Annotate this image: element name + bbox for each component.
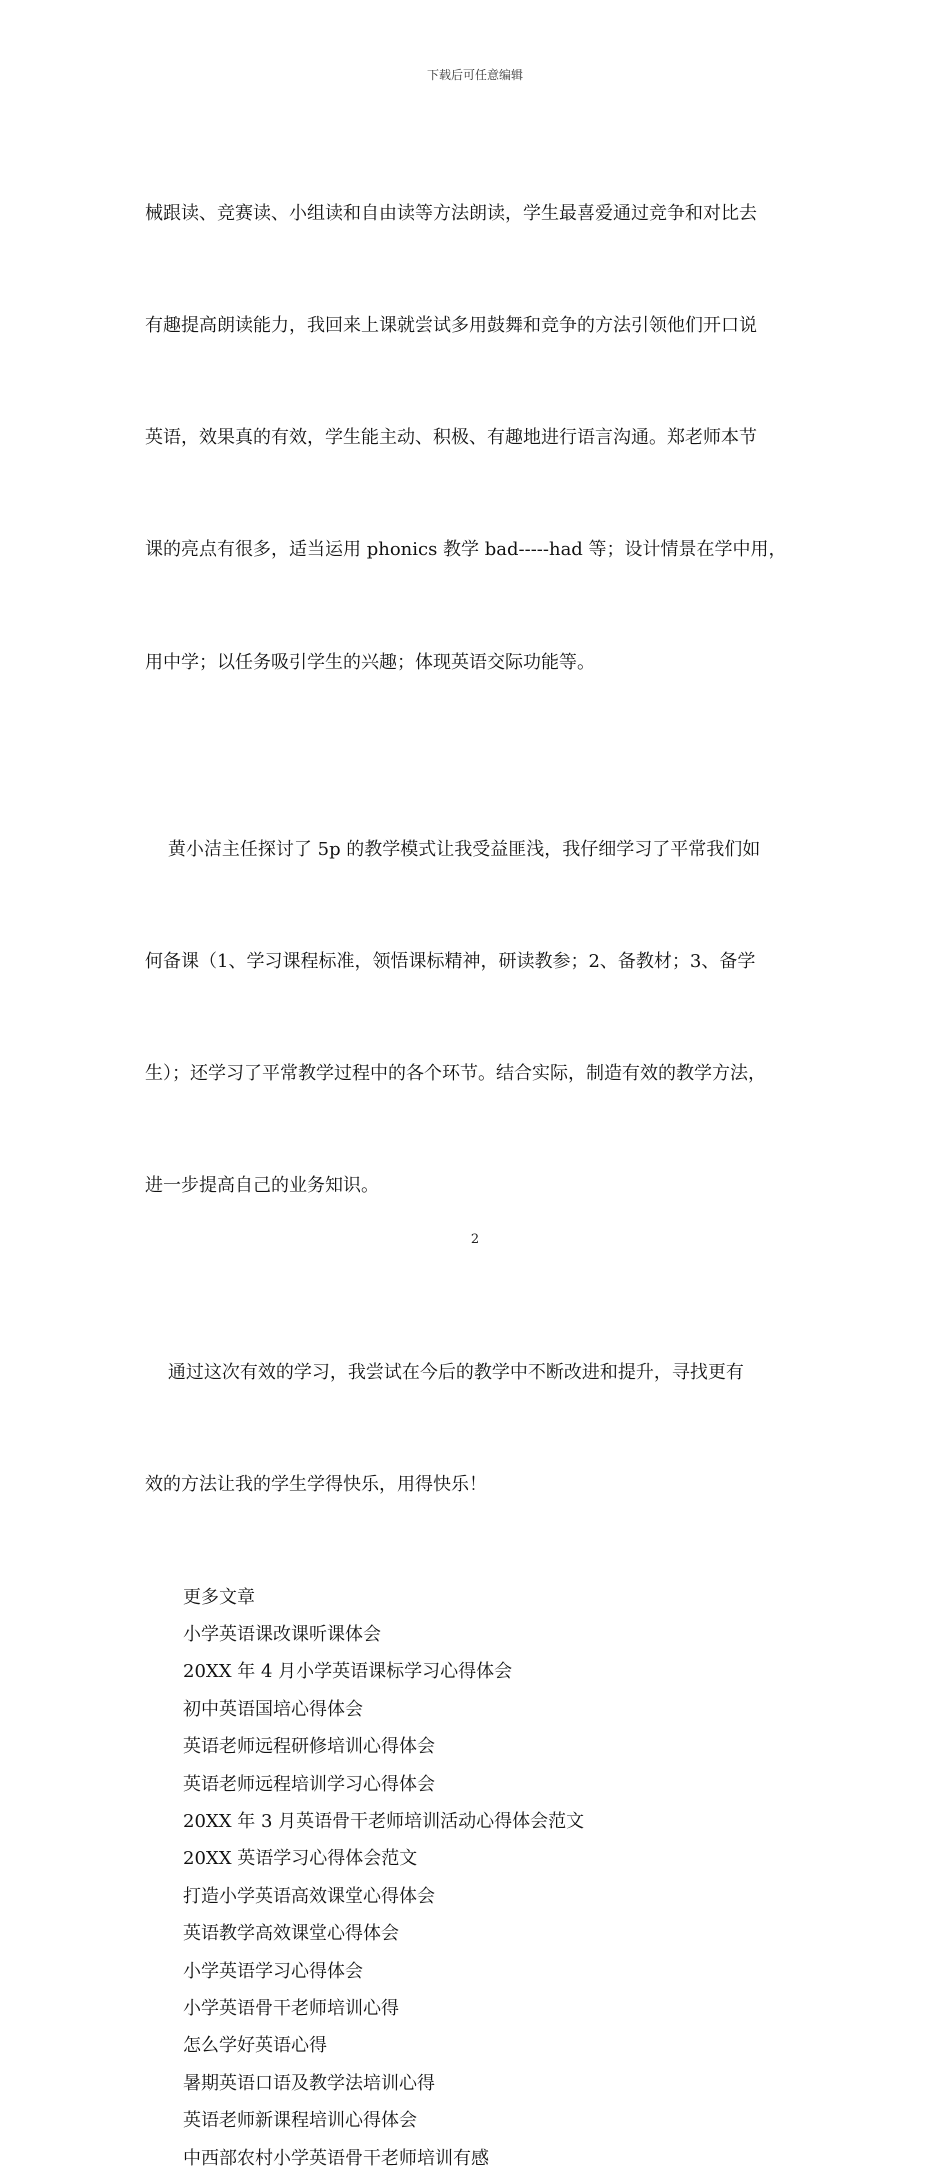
paragraph-line: 有趣提高朗读能力，我回来上课就尝试多用鼓舞和竞争的方法引领他们开口说 [145, 315, 757, 337]
article-link[interactable]: 小学英语骨干老师培训心得 [183, 1997, 399, 2019]
paragraph-2 [145, 756, 820, 1280]
article-link[interactable]: 20XX 年 3 月英语骨干老师培训活动心得体会范文 [183, 1811, 585, 1833]
page-header: 下载后可任意编辑 [426, 68, 523, 82]
article-link[interactable]: 英语老师新课程培训心得体会 [183, 2110, 417, 2132]
paragraph-3 [145, 1279, 820, 1578]
article-list [145, 1616, 820, 2177]
paragraph-line: 课的亮点有很多，适当运用 phonics 教学 bad-----had 等；设计情景在学中用， [145, 539, 787, 561]
paragraph-1 [145, 120, 820, 756]
article-link[interactable]: 暑期英语口语及教学法培训心得 [183, 2072, 435, 2094]
page-number: 2 [470, 1232, 480, 1247]
paragraph-line: 进一步提高自己的业务知识。 [145, 1175, 379, 1197]
paragraph-line: 黄小洁主任探讨了 5p 的教学模式让我受益匪浅，我仔细学习了平常我们如 [145, 838, 761, 860]
paragraph-line: 生）；还学习了平常教学过程中的各个环节。结合实际，制造有效的教学方法， [145, 1063, 766, 1085]
paragraph-line: 通过这次有效的学习，我尝试在今后的教学中不断改进和提升，寻找更有 [145, 1362, 744, 1384]
paragraph-line: 效的方法让我的学生学得快乐，用得快乐！ [145, 1474, 487, 1496]
article-link[interactable]: 英语老师远程研修培训心得体会 [183, 1736, 435, 1758]
article-link[interactable]: 英语教学高效课堂心得体会 [183, 1923, 399, 1945]
document-body [145, 120, 820, 2177]
article-link[interactable]: 英语老师远程培训学习心得体会 [183, 1773, 435, 1795]
article-link[interactable]: 小学英语学习心得体会 [183, 1960, 363, 1982]
paragraph-line: 械跟读、竞赛读、小组读和自由读等方法朗读，学生最喜爱通过竞争和对比去 [145, 202, 757, 224]
article-link[interactable]: 20XX 英语学习心得体会范文 [183, 1848, 418, 1870]
paragraph-line: 何备课（1、学习课程标准，领悟课标精神，研读教参；2、备教材；3、备学 [145, 950, 756, 972]
paragraph-line: 英语，效果真的有效，学生能主动、积极、有趣地进行语言沟通。郑老师本节 [145, 427, 757, 449]
more-articles-heading: 更多文章 [183, 1586, 255, 1608]
article-link[interactable]: 小学英语课改课听课体会 [183, 1624, 381, 1646]
article-link[interactable]: 初中英语国培心得体会 [183, 1698, 363, 1720]
article-link[interactable]: 20XX 年 4 月小学英语课标学习心得体会 [183, 1661, 513, 1683]
paragraph-line: 用中学；以任务吸引学生的兴趣；体现英语交际功能等。 [145, 651, 595, 673]
article-link[interactable]: 中西部农村小学英语骨干老师培训有感 [183, 2147, 489, 2169]
article-link[interactable]: 打造小学英语高效课堂心得体会 [183, 1885, 435, 1907]
article-link[interactable]: 怎么学好英语心得 [183, 2035, 327, 2057]
